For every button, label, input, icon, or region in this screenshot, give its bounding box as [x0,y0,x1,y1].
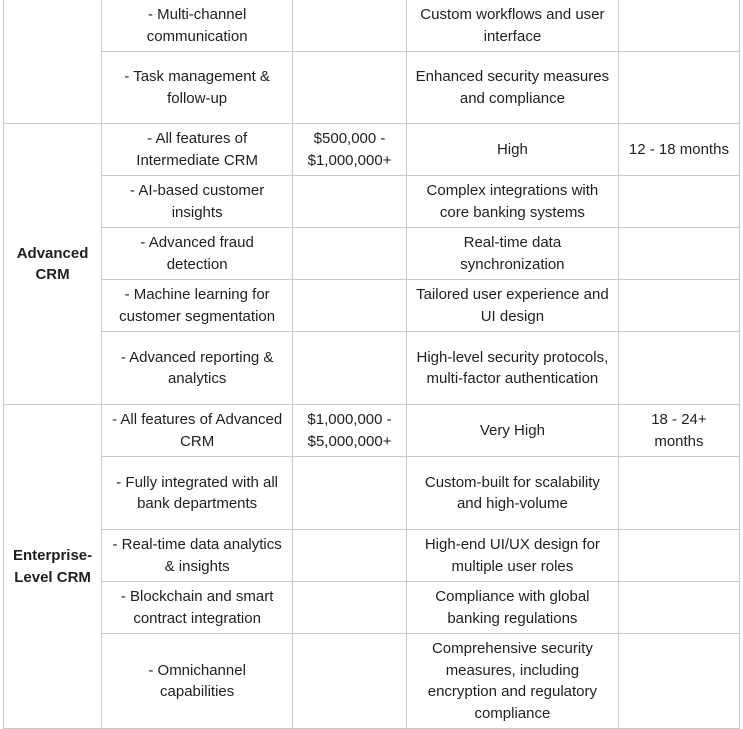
complexity-cell: Very High [406,405,618,457]
complexity-cell: Custom workflows and user interface [406,0,618,52]
time-cell [618,332,739,405]
complexity-cell: Tailored user experience and UI design [406,280,618,332]
table-row [4,176,740,228]
complexity-cell: High [406,124,618,176]
time-cell [618,280,739,332]
cost-cell [293,176,407,228]
features-cell: - Advanced reporting & analytics [102,332,293,405]
cost-cell [293,228,407,280]
tier-cell: Enterprise-Level CRM [4,405,102,729]
tier-cell: Advanced CRM [4,124,102,405]
cost-cell [293,332,407,405]
features-cell: - AI-based customer insights [102,176,293,228]
crm-comparison-table [3,0,740,729]
time-cell: 18 - 24+ months [618,405,739,457]
complexity-cell: Complex integrations with core banking systems [406,176,618,228]
cost-cell [293,634,407,729]
table-row [4,634,740,729]
table-row [4,52,740,124]
tier-cell [4,0,102,124]
time-cell [618,52,739,124]
features-cell: - Multi-channel communication [102,0,293,52]
features-cell: - Blockchain and smart contract integration [102,582,293,634]
cost-cell: $500,000 - $1,000,000+ [293,124,407,176]
features-cell: - Task management & follow-up [102,52,293,124]
time-cell [618,634,739,729]
time-cell [618,457,739,530]
complexity-cell: Custom-built for scalability and high-volume [406,457,618,530]
table-row [4,530,740,582]
time-cell: 12 - 18 months [618,124,739,176]
complexity-cell: Enhanced security measures and compliance [406,52,618,124]
table-row [4,457,740,530]
features-cell: - All features of Advanced CRM [102,405,293,457]
table-row [4,582,740,634]
table-row [4,0,740,52]
complexity-cell: Comprehensive security measures, including encryption and regulatory compliance [406,634,618,729]
table-row [4,228,740,280]
cost-cell [293,457,407,530]
complexity-cell: Real-time data synchronization [406,228,618,280]
complexity-cell: High-end UI/UX design for multiple user roles [406,530,618,582]
table-row [4,332,740,405]
time-cell [618,582,739,634]
features-cell: - All features of Intermediate CRM [102,124,293,176]
cost-cell [293,530,407,582]
time-cell [618,530,739,582]
time-cell [618,0,739,52]
cost-cell [293,0,407,52]
cost-cell: $1,000,000 - $5,000,000+ [293,405,407,457]
cost-cell [293,52,407,124]
features-cell: - Advanced fraud detection [102,228,293,280]
table-row [4,124,740,176]
features-cell: - Machine learning for customer segmentation [102,280,293,332]
time-cell [618,176,739,228]
table-row [4,280,740,332]
features-cell: - Fully integrated with all bank departments [102,457,293,530]
complexity-cell: High-level security protocols, multi-factor authentication [406,332,618,405]
cost-cell [293,582,407,634]
cost-cell [293,280,407,332]
time-cell [618,228,739,280]
features-cell: - Real-time data analytics & insights [102,530,293,582]
complexity-cell: Compliance with global banking regulations [406,582,618,634]
features-cell: - Omnichannel capabilities [102,634,293,729]
table-row [4,405,740,457]
